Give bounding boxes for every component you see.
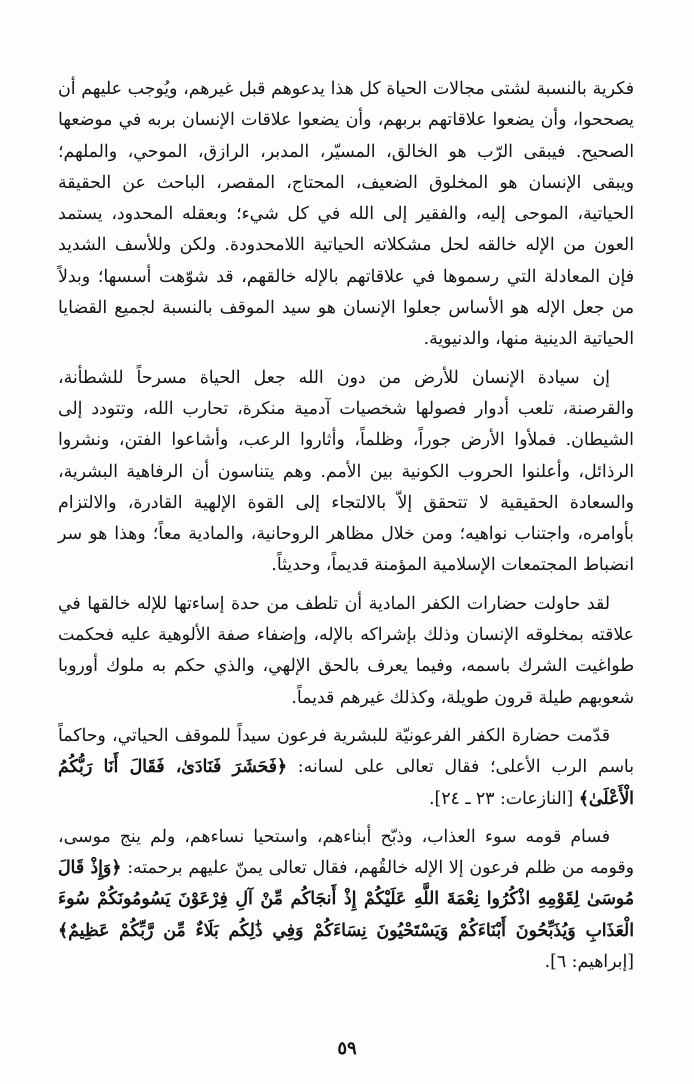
- verse-reference-ibrahim: [إبراهيم: ٦].: [544, 952, 634, 973]
- paragraph-5-text: فسام قومه سوء العذاب، وذبّح أبناءهم، واستحيا نساءهم، ولم ينج موسى، وقومه من ظلم فرعون إلا الإله خالقُهم، فقال تعالى يمنّ عليهم برحمته:: [58, 826, 634, 879]
- quran-verse-ibrahim: ﴿وَإِذْ قَالَ مُوسَىٰ لِقَوْمِهِ اذْكُرُوا نِعْمَةَ اللَّهِ عَلَيْكُمْ إِذْ أَنجَاكُم مِّنْ آلِ فِرْعَوْنَ يَسُومُونَكُمْ سُوءَ الْعَذَابِ وَيُذَبِّحُونَ أَبْنَاءَكُمْ وَيَسْتَحْيُونَ نِسَاءَكُمْ وَفِي ذَٰلِكُم بَلَاءٌ مِّن رَّبِّكُمْ عَظِيمٌ﴾: [58, 858, 634, 941]
- body-text: [58, 74, 634, 985]
- paragraph-1: فكرية بالنسبة لشتى مجالات الحياة كل هذا يدعوهم قبل غيرهم، ويُوجب عليهم أن يصححوا، وأن يضعوا علاقاتهم بربهم، وأن يضعوا علاقات الإنسان بربه في موضعها الصحيح. فيبقى الرّب هو الخالق، المسيّر، المدبر، الرازق، الموحي، والملهم؛ ويبقى الإنسان هو المخلوق الضعيف، المحتاج، المقصر، الباحث عن الحقيقة الحياتية، الموحى إليه، والفقير إلى الله في كل شيء؛ وبعقله المحدود، يستمد العون من الإله خالقه لحل مشكلاته الحياتية اللامحدودة. ولكن وللأسف الشديد فإن المعادلة التي رسموها في علاقاتهم بالإله خالقهم، قد شوّهت أسسها؛ وبدلاً من جعل الإله هو الأساس جعلوا الإنسان هو سيد الموقف بالنسبة لجميع القضايا الحياتية الدينية منها، والدنيوية.: [58, 79, 634, 350]
- paragraph-2: إن سيادة الإنسان للأرض من دون الله جعل الحياة مسرحاً للشطأنة، والقرصنة، تلعب أدوار فصولها شخصيات آدمية منكرة، تحارب الله، وتتودد إلى الشيطان. فملأوا الأرض جوراً، وظلماً، وأثاروا الرعب، وأشاعوا الفتن، ونشروا الرذائل، وأعلنوا الحروب الكونية بين الأمم. وهم يتناسون أن الرفاهية البشرية، والسعادة الحقيقية لا تتحقق إلاّ بالالتجاء إلى القوة الإلهية القادرة، والالتزام بأوامره، واجتناب نواهيه؛ ومن خلال مظاهر الروحانية، والمادية معاً؛ وهذا هو سر انضباط المجتمعات الإسلامية المؤمنة قديماً، وحديثاً.: [58, 367, 634, 576]
- paragraph-4: [58, 721, 634, 815]
- paragraph-4-text: قدّمت حضارة الكفر الفرعونيّة للبشرية فرعون سيداً للموقف الحياتي، وحاكماً باسم الرب الأعلى؛ فقال تعالى على لسانه:: [58, 725, 635, 778]
- paragraph-3: لقد حاولت حضارات الكفر المادية أن تلطف من حدة إساءتها للإله خالقها في علاقته بمخلوقه الإنسان وذلك بإشراكه بالإله، وإضفاء صفة الألوهية عليه فحكمت طواغيت الشرك باسمه، وفيما يعرف بالحق الإلهي، والذي حكم به ملوك أوروبا شعوبهم طيلة قرون طويلة، وكذلك غيرهم قديماً.: [58, 593, 634, 708]
- verse-reference-an-naziat: [النازعات: ٢٣ ـ ٢٤].: [429, 788, 579, 809]
- quran-verse-an-naziat: ﴿فَحَشَرَ فَنَادَىٰ، فَقَالَ أَنَا رَبُّكُمُ الْأَعْلَىٰ﴾: [58, 757, 634, 809]
- paragraph-5: [58, 822, 634, 978]
- page-number: ٥٩: [337, 1038, 357, 1059]
